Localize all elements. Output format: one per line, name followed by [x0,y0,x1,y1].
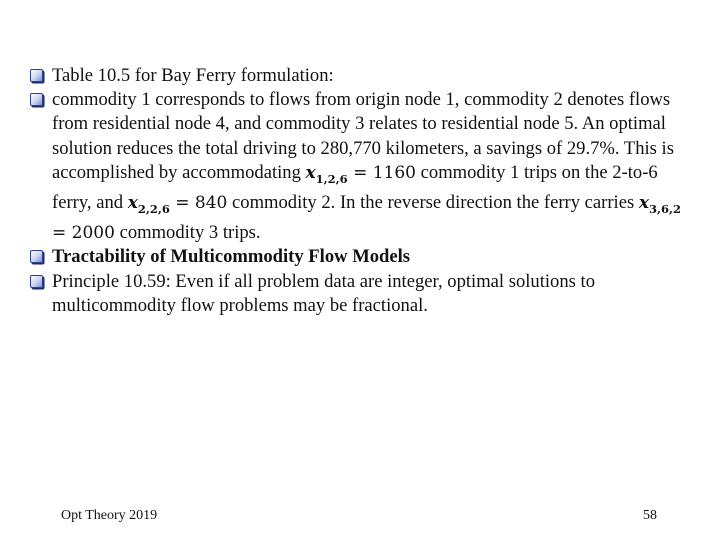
bullet-commodity-description [28,88,698,245]
math-variable: x [127,193,138,214]
bullet-text-part: commodity 2. In the reverse direction the ferry carries [227,192,639,214]
bullet-text-part: commodity 1 corresponds to flows from origin node 1, commodity 2 denotes flows from residential node 4, and commodity 3 relates to residential node 5. An optimal solution reduces the total driving to 280,770 kilometers, a savings of 29.7%. This is accomplished by accommodating [52,89,674,183]
bullet-list [28,64,698,318]
bullet-principle [28,270,698,318]
page-number: 58 [643,508,657,523]
bullet-text-part: commodity 1 trips on the 2-to-6 ferry, and [52,161,658,214]
checkbox-bullet-icon [30,275,43,288]
bullet-tractability-heading [28,245,698,269]
bullet-heading-text: Tractability of Multicommodity Flow Models [52,246,411,268]
math-variable: x [638,193,649,214]
checkbox-bullet-icon [30,93,43,106]
math-subscript: 3,6,2 [649,202,682,217]
bullet-text: Table 10.5 for Bay Ferry formulation: [52,65,334,86]
math-equation: = 840 [169,193,228,214]
math-equation: = 2000 [52,223,115,244]
math-subscript: 2,2,6 [137,202,170,217]
bullet-text-part: commodity 3 trips. [114,222,261,244]
math-equation: = 1160 [347,162,417,183]
checkbox-bullet-icon [30,250,43,263]
bullet-table-reference [28,64,698,88]
checkbox-bullet-icon [30,69,43,82]
math-variable: x [305,162,316,183]
footer-course-title: Opt Theory 2019 [61,508,158,523]
bullet-text: Principle 10.59: Even if all problem data are integer, optimal solutions to multicommodity flow problems may be fractional. [52,270,595,316]
math-subscript: 1,2,6 [315,171,348,186]
